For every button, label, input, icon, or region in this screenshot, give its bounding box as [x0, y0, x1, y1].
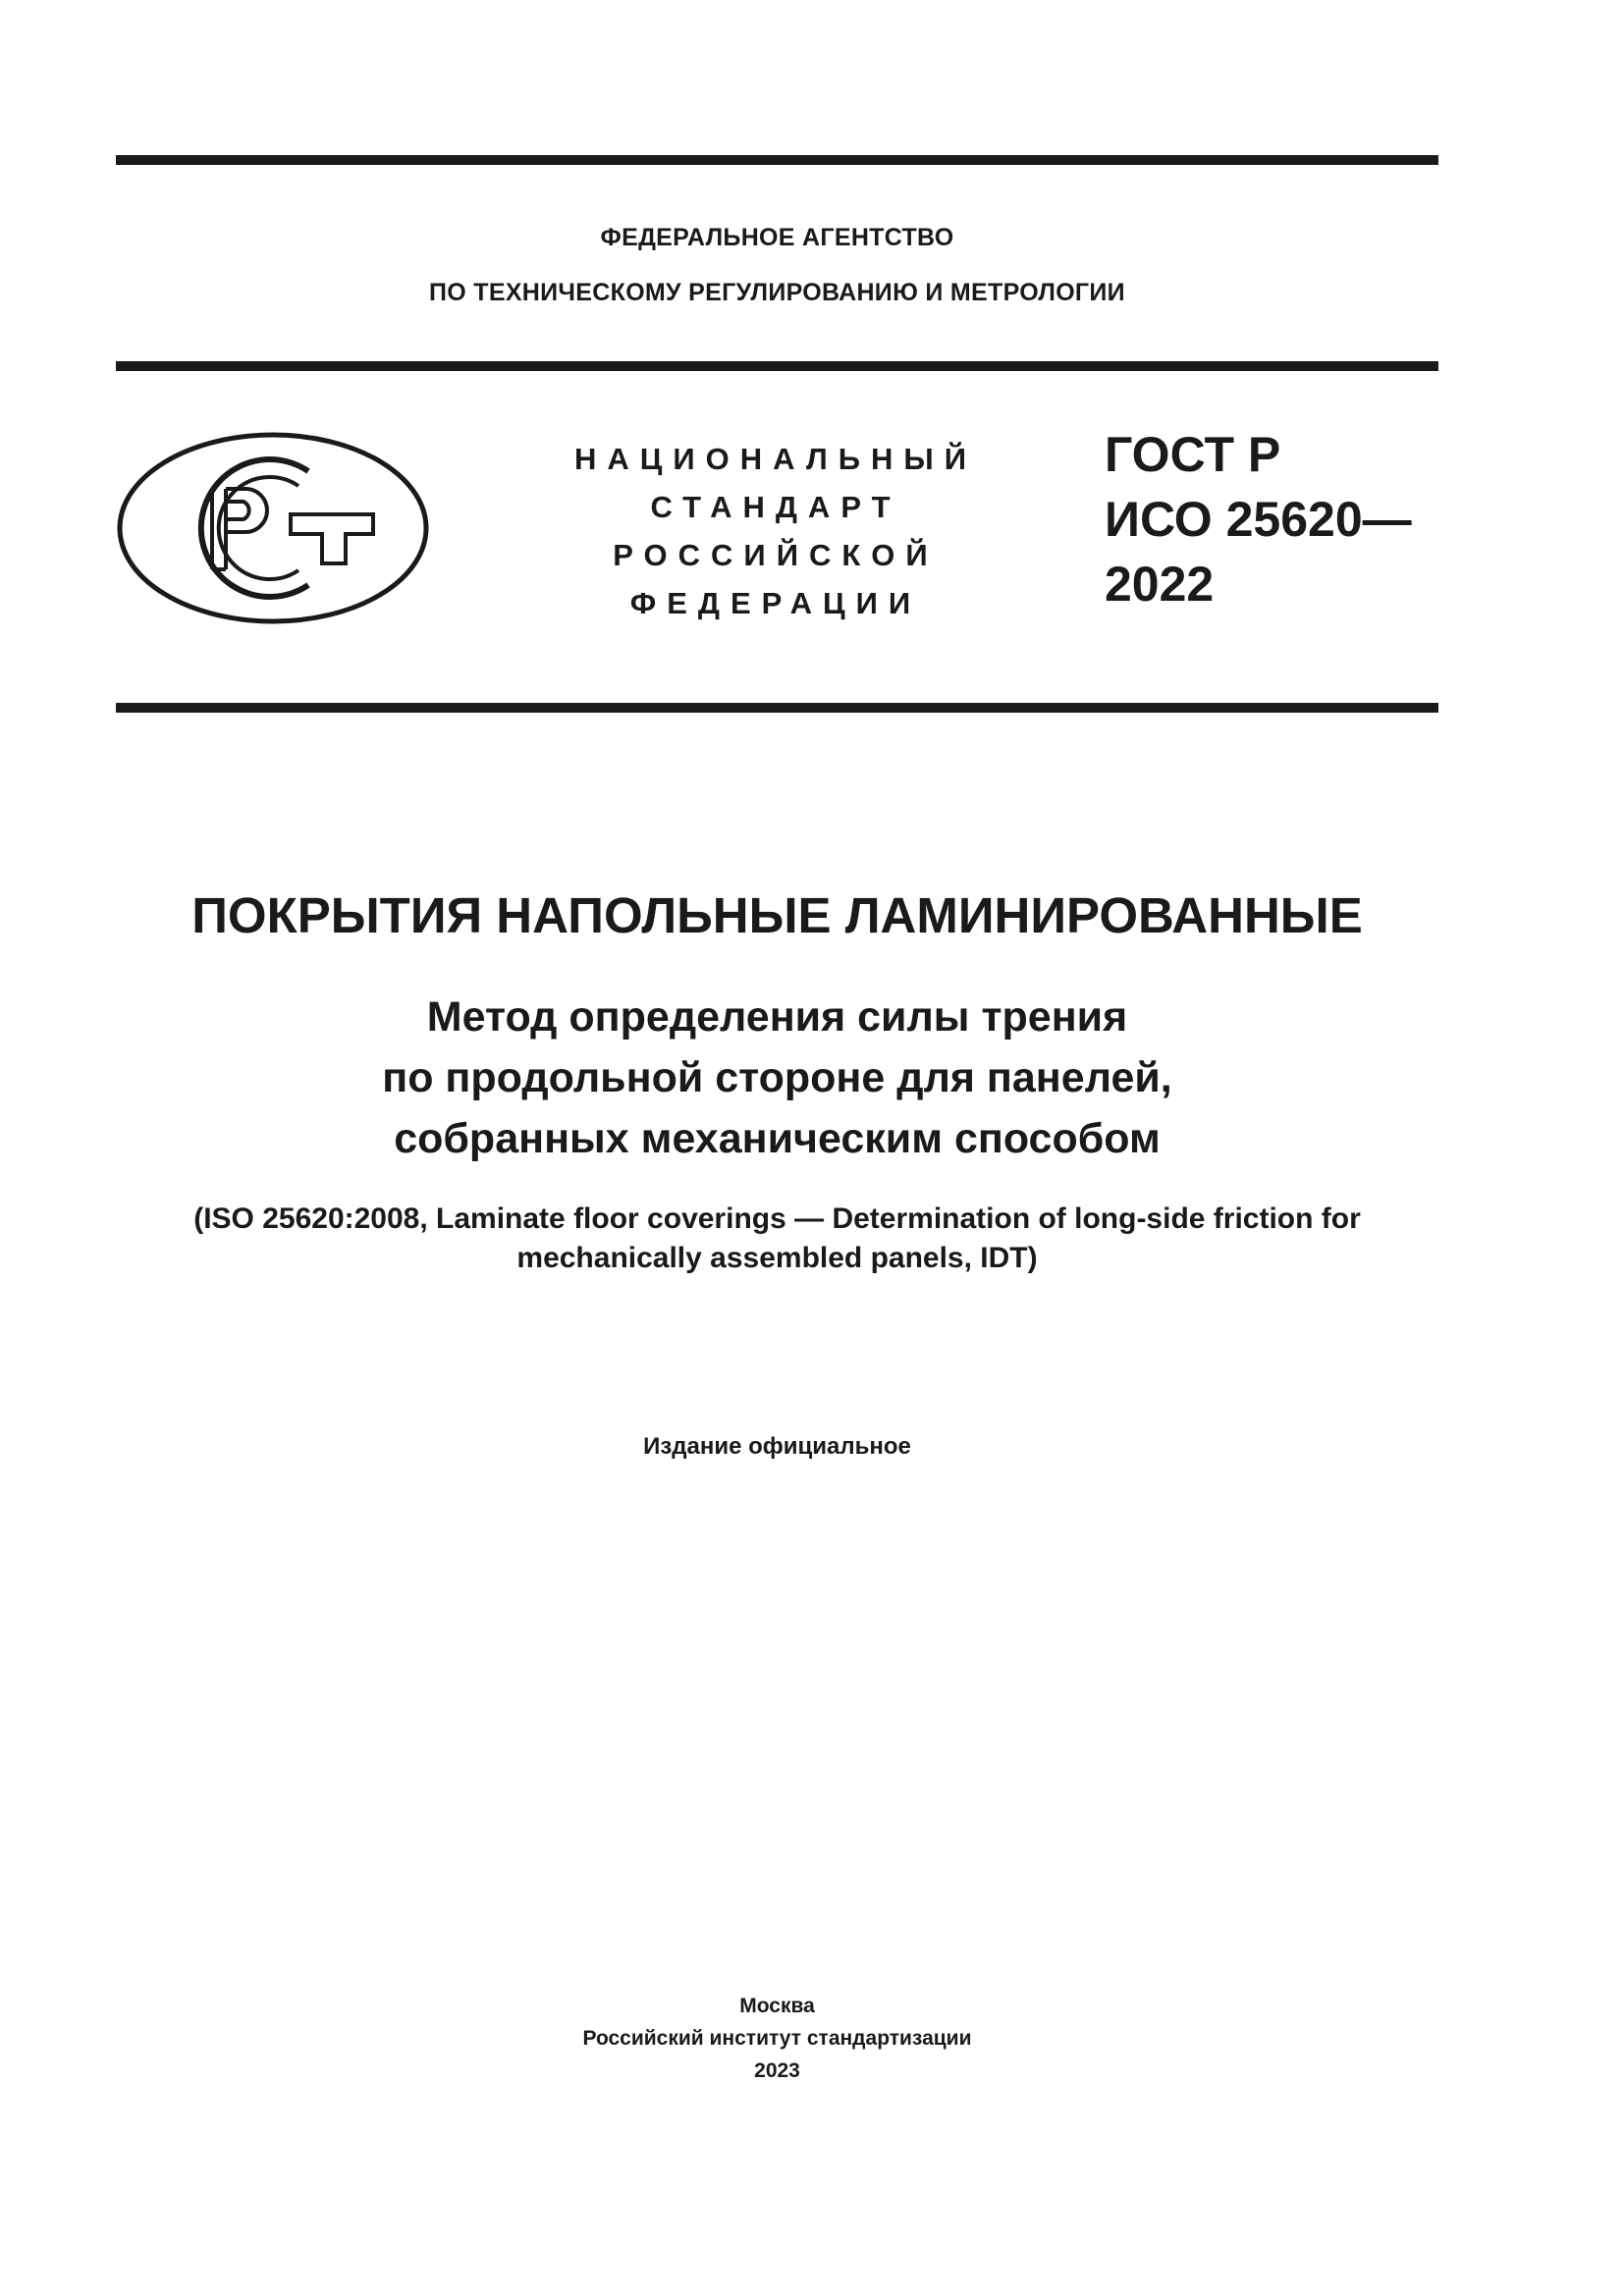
- document-title: ПОКРЫТИЯ НАПОЛЬНЫЕ ЛАМИНИРОВАННЫЕ: [191, 887, 1363, 943]
- edition-label: Издание официальное: [643, 1433, 911, 1460]
- designation-line: ГОСТ Р: [1105, 427, 1281, 482]
- national-standard-line: НАЦИОНАЛЬНЫЙ: [573, 442, 978, 476]
- iso-reference: [116, 1200, 1438, 1278]
- subtitle-line: по продольной стороне для панелей,: [382, 1054, 1172, 1101]
- agency-line-1: ФЕДЕРАЛЬНОЕ АГЕНТСТВО: [600, 224, 954, 251]
- iso-reference-line: mechanically assembled panels, IDT): [516, 1242, 1038, 1274]
- subtitle-line: собранных механическим способом: [394, 1115, 1161, 1162]
- agency-line-2: ПО ТЕХНИЧЕСКОМУ РЕГУЛИРОВАНИЮ И МЕТРОЛОГИИ: [429, 279, 1125, 306]
- standard-designation: [1105, 422, 1412, 616]
- publisher-year: 2023: [754, 2059, 800, 2082]
- national-standard-line: СТАНДАРТ: [650, 490, 901, 524]
- designation-line: 2022: [1105, 557, 1215, 612]
- national-standard-label: [545, 435, 1006, 627]
- document-subtitle: [116, 987, 1438, 1169]
- section-rule: [116, 703, 1438, 713]
- publisher-block: [116, 1990, 1438, 2087]
- rst-certification-mark-icon: [116, 430, 430, 626]
- national-standard-line: ФЕДЕРАЦИИ: [629, 586, 922, 620]
- publisher-name: Российский институт стандартизации: [582, 2027, 972, 2050]
- national-standard-line: РОССИЙСКОЙ: [613, 538, 939, 572]
- header-rule: [116, 361, 1438, 371]
- iso-reference-line: (ISO 25620:2008, Laminate floor coverings — Determination of long-side friction for: [193, 1202, 1361, 1235]
- subtitle-line: Метод определения силы трения: [426, 993, 1128, 1041]
- designation-line: ИСО 25620—: [1105, 492, 1412, 547]
- top-rule: [116, 155, 1438, 165]
- publisher-city: Москва: [739, 1995, 815, 2017]
